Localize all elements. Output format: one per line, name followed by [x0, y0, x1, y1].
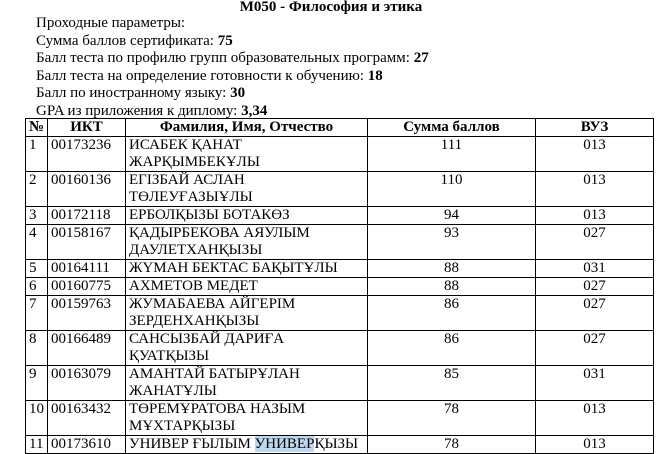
- table-row: [26, 260, 654, 278]
- table-row: [26, 436, 654, 454]
- cell-vuz: 027: [536, 296, 654, 331]
- cell-sum: 111: [368, 137, 536, 172]
- cell-vuz: 013: [536, 436, 654, 454]
- param-value: 18: [367, 67, 383, 84]
- param-value: 27: [413, 50, 429, 66]
- cell-name: [126, 172, 368, 207]
- name-line: ТӨРЕМҰРАТОВА НАЗЫМ: [129, 401, 306, 417]
- cell-vuz: 031: [536, 260, 654, 278]
- param-value: 30: [230, 85, 246, 101]
- document-title: М050 - Философия и этика: [239, 0, 423, 15]
- cell-sum: 110: [368, 172, 536, 207]
- cell-ikt: 00166489: [48, 331, 126, 366]
- cell-name: [126, 278, 368, 296]
- cell-number: 5: [26, 260, 48, 278]
- name-line: САНСЫЗБАЙ ДАРИҒА: [129, 331, 285, 347]
- name-part: ҚЫЗЫ: [314, 436, 359, 452]
- table-row: [26, 278, 654, 296]
- cell-ikt: 00163079: [48, 366, 126, 401]
- cell-vuz: 013: [536, 207, 654, 225]
- cell-sum: 88: [368, 260, 536, 278]
- param-label: GPA из приложения к диплому:: [36, 102, 242, 119]
- cell-number: 11: [26, 436, 48, 454]
- cell-ikt: 00158167: [48, 225, 126, 260]
- name-line: ЖАРҚЫМБЕКҰЛЫ: [129, 154, 260, 170]
- header-ikt: ИКТ: [48, 119, 126, 137]
- param-value: 3,34: [241, 102, 268, 119]
- cell-ikt: 00173236: [48, 137, 126, 172]
- name-part: УНИВЕР ҒЫЛЫМ: [129, 436, 255, 452]
- cell-name: [126, 296, 368, 331]
- name-line: ЖҮМАН БЕКТАС БАҚЫТҰЛЫ: [129, 260, 338, 276]
- table-row: [26, 137, 654, 172]
- name-line: ЕГІЗБАЙ АСЛАН: [129, 172, 245, 188]
- table-row: [26, 296, 654, 331]
- table-row: [26, 172, 654, 207]
- name-line: АХМЕТОВ МЕДЕТ: [129, 278, 258, 294]
- name-line: МҰХТАРҚЫЗЫ: [129, 418, 236, 434]
- cell-ikt: 00173610: [48, 436, 126, 454]
- name-line: ДАУЛЕТХАНҚЫЗЫ: [129, 242, 263, 258]
- param-readiness-test-score: [36, 68, 429, 86]
- table-row: [26, 225, 654, 260]
- name-line: ЗЕРДЕНХАНҚЫЗЫ: [129, 313, 260, 329]
- cell-sum: 86: [368, 296, 536, 331]
- cell-ikt: 00160136: [48, 172, 126, 207]
- selected-text-highlight[interactable]: УНИВЕР: [254, 436, 315, 452]
- cell-number: 10: [26, 401, 48, 436]
- cell-sum: 78: [368, 436, 536, 454]
- param-label: Балл по иностранному языку:: [36, 85, 231, 101]
- cell-number: 9: [26, 366, 48, 401]
- param-certificate-score: [36, 33, 429, 51]
- cell-sum: 78: [368, 401, 536, 436]
- cell-number: 2: [26, 172, 48, 207]
- cell-number: 8: [26, 331, 48, 366]
- param-label: Балл теста на определение готовности к обучению:: [36, 67, 368, 84]
- name-line: ҚУАТҚЫЗЫ: [129, 348, 210, 364]
- name-line: ЖУМАБАЕВА АЙГЕРІМ: [129, 296, 296, 312]
- cell-sum: 94: [368, 207, 536, 225]
- cell-vuz: 013: [536, 137, 654, 172]
- cell-ikt: 00172118: [48, 207, 126, 225]
- cell-ikt: 00164111: [48, 260, 126, 278]
- passing-parameters: [36, 15, 429, 120]
- param-value: 75: [217, 32, 233, 49]
- cell-vuz: 013: [536, 401, 654, 436]
- name-line: АМАНТАЙ БАТЫРҰЛАН: [129, 366, 300, 382]
- table-row: [26, 207, 654, 225]
- header-total-score: Сумма баллов: [368, 119, 536, 137]
- cell-sum: 93: [368, 225, 536, 260]
- cell-number: 7: [26, 296, 48, 331]
- cell-name: [126, 331, 368, 366]
- params-heading: Проходные параметры:: [36, 15, 186, 31]
- cell-number: 3: [26, 207, 48, 225]
- name-line: ЖАНАТҰЛЫ: [129, 383, 217, 399]
- table-row: [26, 331, 654, 366]
- cell-number: 1: [26, 137, 48, 172]
- name-line: ЕРБОЛҚЫЗЫ БОТАКӨЗ: [129, 207, 290, 223]
- cell-number: 4: [26, 225, 48, 260]
- cell-number: 6: [26, 278, 48, 296]
- table-row: [26, 366, 654, 401]
- results-table: [25, 118, 654, 454]
- param-profile-test-score: [36, 50, 429, 68]
- cell-vuz: 013: [536, 172, 654, 207]
- name-line: ҚАДЫРБЕКОВА АЯУЛЫМ: [129, 225, 310, 241]
- cell-name: [126, 207, 368, 225]
- table-row: [26, 401, 654, 436]
- header-full-name: Фамилия, Имя, Отчество: [126, 119, 368, 137]
- cell-name: [126, 260, 368, 278]
- cell-ikt: 00159763: [48, 296, 126, 331]
- cell-ikt: 00163432: [48, 401, 126, 436]
- param-foreign-language-score: [36, 85, 429, 103]
- cell-vuz: 027: [536, 331, 654, 366]
- cell-ikt: 00160775: [48, 278, 126, 296]
- cell-name: [126, 366, 368, 401]
- cell-name: [126, 436, 368, 454]
- cell-vuz: 027: [536, 278, 654, 296]
- cell-sum: 85: [368, 366, 536, 401]
- cell-name: [126, 401, 368, 436]
- cell-name: [126, 225, 368, 260]
- header-university: ВУЗ: [536, 119, 654, 137]
- cell-vuz: 027: [536, 225, 654, 260]
- param-label: Балл теста по профилю групп образовательных программ:: [36, 50, 414, 66]
- param-label: Сумма баллов сертификата:: [36, 32, 218, 49]
- name-line: ТӨЛЕУҒАЗЫҰЛЫ: [129, 189, 253, 205]
- cell-vuz: 031: [536, 366, 654, 401]
- cell-sum: 88: [368, 278, 536, 296]
- cell-name: [126, 137, 368, 172]
- name-line: ИСАБЕК ҚАНАТ: [129, 137, 242, 153]
- table-header-row: [26, 119, 654, 137]
- cell-sum: 86: [368, 331, 536, 366]
- header-number: №: [26, 119, 48, 137]
